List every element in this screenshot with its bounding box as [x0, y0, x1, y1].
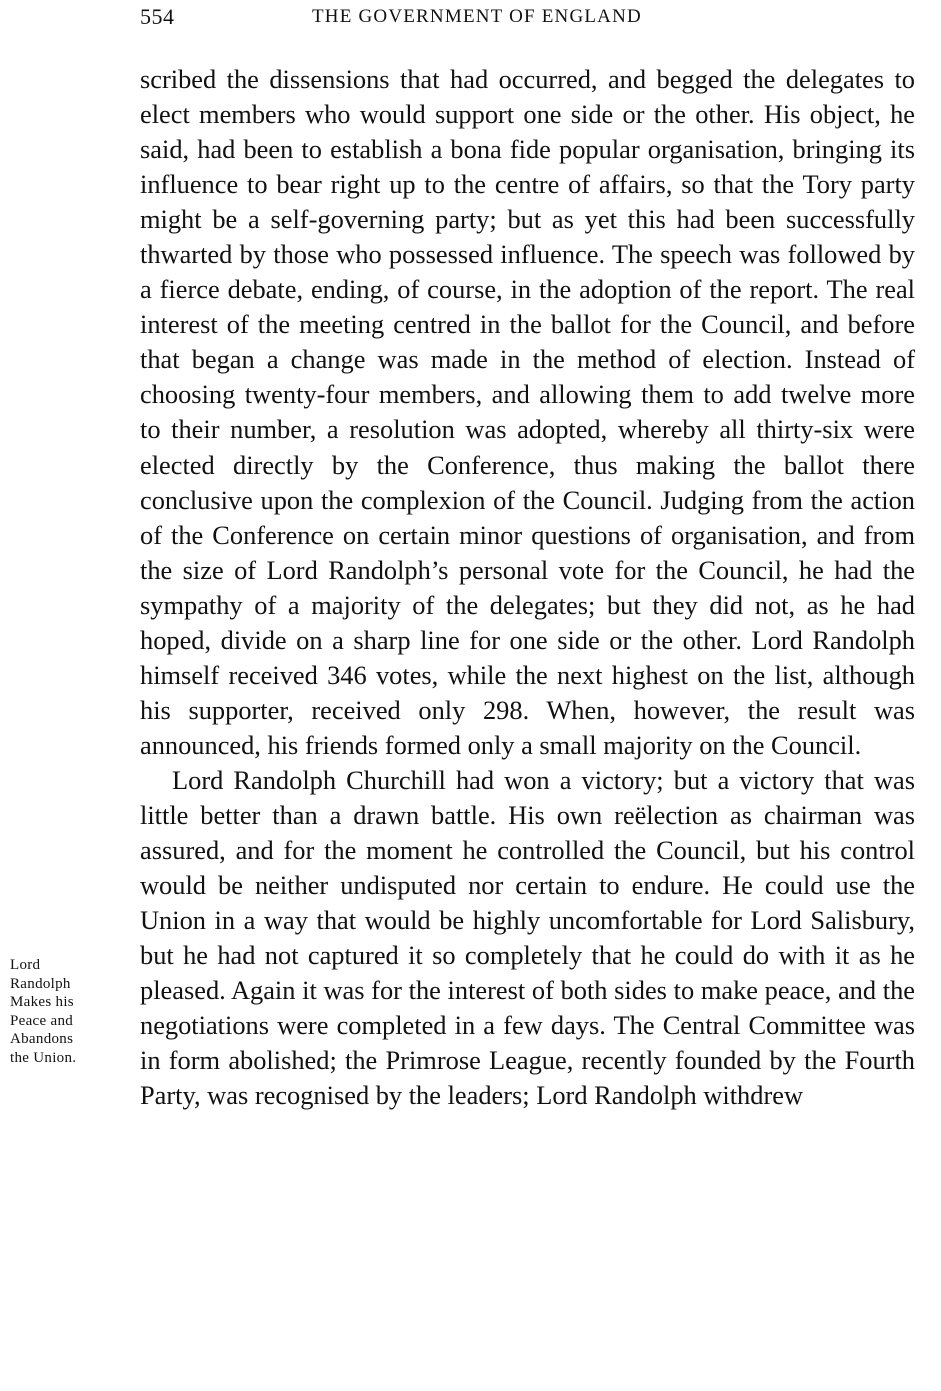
marginal-note-line: Abandons	[10, 1031, 74, 1047]
marginal-note-line: Lord	[10, 957, 41, 973]
marginal-note-line: Peace and	[10, 1012, 74, 1029]
marginal-note	[10, 956, 120, 1067]
page-number: 554	[140, 4, 175, 29]
marginal-note-line: the Union.	[10, 1049, 77, 1066]
running-head-title: THE GOVERNMENT OF ENGLAND	[312, 6, 642, 27]
paragraph-lord-randolph-peace: Lord Randolph Churchill had won a victory; but a victory that was little better than a drawn battle. His own reëlection as chairman was assured, and for the moment he controlled the Council, but his control would be neither undisputed nor certain to endure. He could use the Union in a way that would be highly uncomfortable for Lord Salisbury, but he had not captured it so completely that he could do with it as he pleased. Again it was for the interest of both sides to make peace, and the negotiations were completed in a few days. The Central Committee was in form abolished; the Primrose League, recently founded by the Fourth Party, was recognised by the leaders; Lord Randolph withdrew	[140, 764, 915, 1111]
marginal-note-line: Randolph	[10, 975, 71, 992]
body-text	[140, 62, 915, 1113]
paragraph-continued: scribed the dissensions that had occurred, and begged the delegates to elect members who would support one side or the other. His object, he said, had been to establish a bona fide popular organisation, bringing its influence to bear right up to the centre of affairs, so that the Tory party might be a self-governing party; but as yet this had been successfully thwarted by those who possessed influence. The speech was followed by a fierce debate, ending, of course, in the adoption of the report. The real interest of the meeting centred in the ballot for the Council, and before that began a change was made in the method of election. Instead of choosing twenty-four members, and allowing them to add twelve more to their number, a resolution was adopted, whereby all thirty-six were elected directly by the Conference, thus making the ballot there conclusive upon the complexion of the Council. Judging from the action of the Conference on certain minor questions of organisation, and from the size of Lord Randolph’s personal vote for the Council, he had the sympathy of a majority of the delegates; but they did not, as he had hoped, divide on a sharp line for one side or the other. Lord Randolph himself received 346 votes, while the next highest on the list, although his supporter, received only 298. When, however, the result was announced, his friends formed only a small majority on the Council.	[140, 64, 915, 760]
marginal-note-line: Makes his	[10, 994, 74, 1010]
running-head	[0, 4, 941, 30]
